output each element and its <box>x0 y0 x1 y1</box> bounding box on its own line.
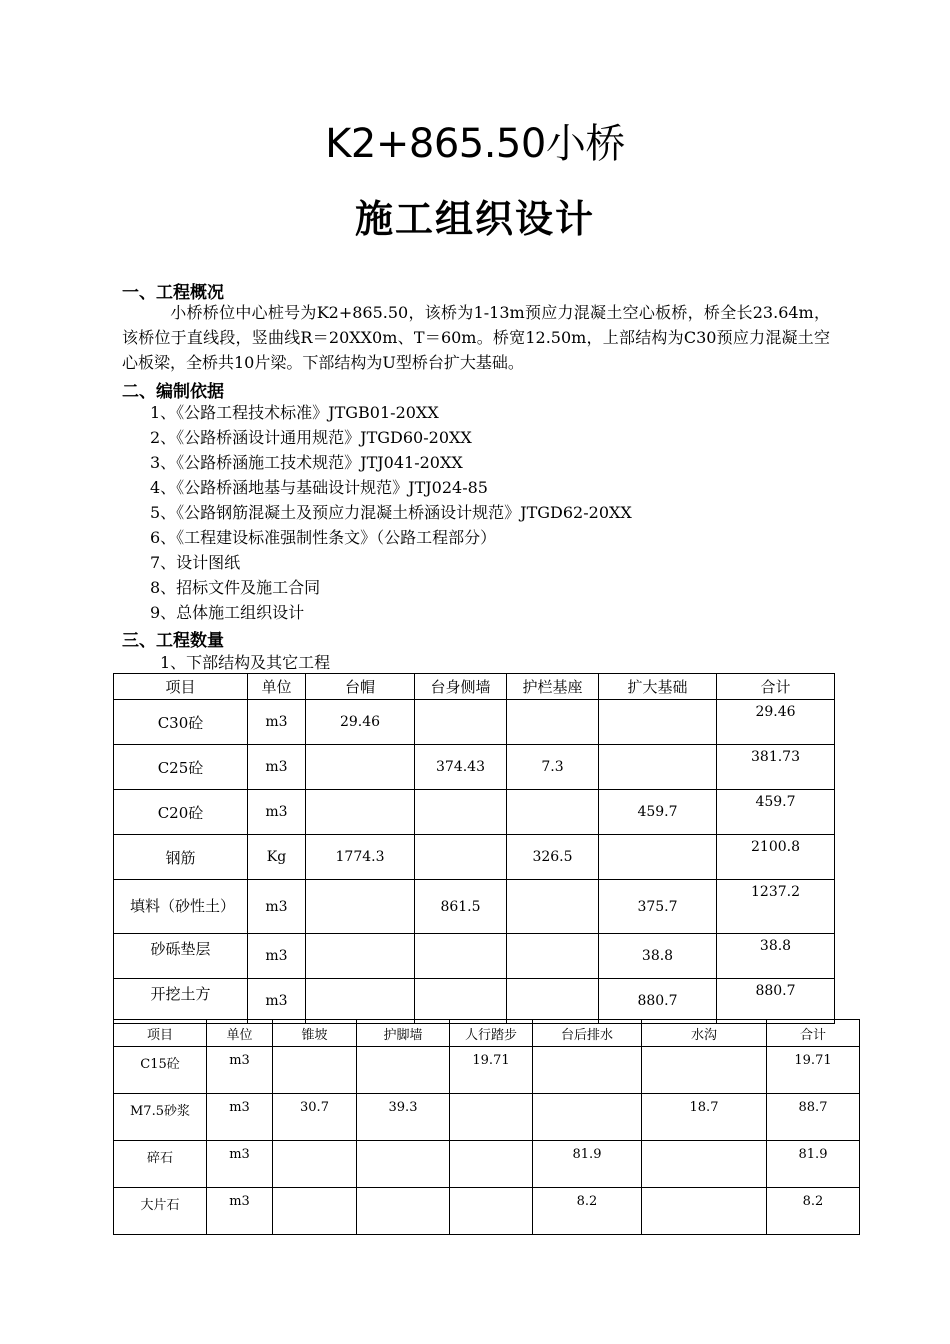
table-cell: 861.5 <box>415 880 507 934</box>
table-row <box>114 745 835 790</box>
table-cell: 29.46 <box>717 700 835 745</box>
table-cell: m3 <box>207 1188 273 1235</box>
table-cell <box>415 979 507 1024</box>
table-cell: m3 <box>248 745 306 790</box>
table-cell <box>642 1047 767 1094</box>
table-cell <box>306 745 415 790</box>
table-header-cell: 项目 <box>114 674 248 700</box>
table-cell: 19.71 <box>767 1047 860 1094</box>
table-cell: 38.8 <box>717 934 835 979</box>
table-cell <box>357 1141 450 1188</box>
table-cell: m3 <box>207 1047 273 1094</box>
section1-paragraph <box>122 300 830 375</box>
table-cell: 880.7 <box>717 979 835 1024</box>
table-cell <box>507 790 599 835</box>
section2-heading: 二、编制依据 <box>122 382 224 402</box>
quantity-table-substructure <box>113 673 835 1024</box>
table-cell <box>306 880 415 934</box>
table-cell: m3 <box>248 700 306 745</box>
section3-heading: 三、工程数量 <box>122 631 224 651</box>
table-header-cell: 护脚墙 <box>357 1020 450 1047</box>
table-cell <box>273 1141 357 1188</box>
table-header-cell: 单位 <box>207 1020 273 1047</box>
table-header-cell: 合计 <box>767 1020 860 1047</box>
list-item: 2、《公路桥涵设计通用规范》JTGD60-20XX <box>150 428 472 447</box>
table-cell <box>306 934 415 979</box>
table-cell <box>599 700 717 745</box>
list-item: 8、招标文件及施工合同 <box>150 578 321 597</box>
table-cell: 18.7 <box>642 1094 767 1141</box>
table-row <box>114 880 835 934</box>
list-item: 3、《公路桥涵施工技术规范》JTJ041-20XX <box>150 453 463 472</box>
table-cell <box>450 1094 533 1141</box>
table-cell: 459.7 <box>717 790 835 835</box>
section1-heading: 一、工程概况 <box>122 283 224 303</box>
table-cell <box>415 790 507 835</box>
section1-text: 小桥桥位中心桩号为K2+865.50，该桥为1-13m预应力混凝土空心板桥，桥全长23.64m，该桥位于直线段，竖曲线R＝20XX0m、T＝60m。桥宽12.50m，上部结构为C30预应力混凝土空心板梁，全桥共10片梁。下部结构为U型桥台扩大基础。 <box>122 303 830 372</box>
table-row <box>114 934 835 979</box>
table-header-cell: 水沟 <box>642 1020 767 1047</box>
table-cell: C25砼 <box>114 745 248 790</box>
table-cell <box>599 835 717 880</box>
table-row <box>114 1188 860 1235</box>
table-cell: 填料（砂性土） <box>114 880 248 934</box>
table-cell <box>273 1188 357 1235</box>
table-cell: m3 <box>207 1141 273 1188</box>
page-title: K2+865.50小桥 <box>325 121 625 167</box>
table-row <box>114 835 835 880</box>
table-cell: 38.8 <box>599 934 717 979</box>
table-cell: C20砼 <box>114 790 248 835</box>
table-cell <box>415 934 507 979</box>
quantity-table-other <box>113 1019 860 1235</box>
table-cell <box>642 1141 767 1188</box>
table-row <box>114 1047 860 1094</box>
table-cell: m3 <box>248 880 306 934</box>
table-cell: 326.5 <box>507 835 599 880</box>
table-cell: Kg <box>248 835 306 880</box>
list-item: 1、《公路工程技术标准》JTGB01-20XX <box>150 403 439 422</box>
table-cell: 81.9 <box>767 1141 860 1188</box>
table-header-cell: 项目 <box>114 1020 207 1047</box>
table-cell: 8.2 <box>533 1188 642 1235</box>
list-item: 5、《公路钢筋混凝土及预应力混凝土桥涵设计规范》JTGD62-20XX <box>150 503 632 522</box>
list-item: 4、《公路桥涵地基与基础设计规范》JTJ024-85 <box>150 478 488 497</box>
list-item: 6、《工程建设标准强制性条文》（公路工程部分） <box>150 528 497 547</box>
table-row <box>114 700 835 745</box>
table-cell: 81.9 <box>533 1141 642 1188</box>
table-header-cell: 单位 <box>248 674 306 700</box>
table-cell: 钢筋 <box>114 835 248 880</box>
table-cell: m3 <box>248 934 306 979</box>
table-cell: m3 <box>248 790 306 835</box>
table-cell: 1237.2 <box>717 880 835 934</box>
table-cell: 381.73 <box>717 745 835 790</box>
table-cell: 30.7 <box>273 1094 357 1141</box>
table-cell: 88.7 <box>767 1094 860 1141</box>
table-cell <box>450 1141 533 1188</box>
table-cell <box>357 1188 450 1235</box>
table-cell: 2100.8 <box>717 835 835 880</box>
table-cell: 大片石 <box>114 1188 207 1235</box>
table-cell: 375.7 <box>599 880 717 934</box>
table-header-cell: 护栏基座 <box>507 674 599 700</box>
table-row <box>114 790 835 835</box>
table-cell <box>507 934 599 979</box>
table-header-cell: 台后排水 <box>533 1020 642 1047</box>
table-cell <box>415 700 507 745</box>
table-header-row <box>114 1020 860 1047</box>
table-header-row <box>114 674 835 700</box>
table-header-cell: 锥坡 <box>273 1020 357 1047</box>
reference-list <box>150 400 632 625</box>
table-header-cell: 人行踏步 <box>450 1020 533 1047</box>
table-cell <box>450 1188 533 1235</box>
table-cell: 880.7 <box>599 979 717 1024</box>
table-cell: M7.5砂浆 <box>114 1094 207 1141</box>
table-cell: 7.3 <box>507 745 599 790</box>
section3-subheading: 1、下部结构及其它工程 <box>160 653 331 672</box>
table-cell: 砂砾垫层 <box>114 934 248 979</box>
table-cell: C15砼 <box>114 1047 207 1094</box>
list-item: 7、设计图纸 <box>150 553 241 572</box>
table-header-cell: 合计 <box>717 674 835 700</box>
table-cell <box>357 1047 450 1094</box>
table-cell: 374.43 <box>415 745 507 790</box>
table-cell: 39.3 <box>357 1094 450 1141</box>
table-row <box>114 1094 860 1141</box>
table-cell: 1774.3 <box>306 835 415 880</box>
table-cell <box>533 1047 642 1094</box>
table-cell: 29.46 <box>306 700 415 745</box>
table-header-cell: 台身侧墙 <box>415 674 507 700</box>
table-cell <box>507 880 599 934</box>
table-cell: 19.71 <box>450 1047 533 1094</box>
table-header-cell: 扩大基础 <box>599 674 717 700</box>
table-cell: m3 <box>248 979 306 1024</box>
table-cell <box>273 1047 357 1094</box>
table-cell <box>507 700 599 745</box>
table-row <box>114 1141 860 1188</box>
table-header-cell: 台帽 <box>306 674 415 700</box>
table-cell: C30砼 <box>114 700 248 745</box>
table-cell <box>533 1094 642 1141</box>
table-cell: 8.2 <box>767 1188 860 1235</box>
table-cell: 开挖土方 <box>114 979 248 1024</box>
table-cell: 459.7 <box>599 790 717 835</box>
table-cell: 碎石 <box>114 1141 207 1188</box>
list-item: 9、总体施工组织设计 <box>150 603 305 622</box>
page-subtitle: 施工组织设计 <box>354 197 595 241</box>
table-cell <box>599 745 717 790</box>
table-cell <box>306 979 415 1024</box>
table-cell <box>642 1188 767 1235</box>
table-cell <box>415 835 507 880</box>
table-row <box>114 979 835 1024</box>
table-cell <box>507 979 599 1024</box>
table-cell <box>306 790 415 835</box>
table-cell: m3 <box>207 1094 273 1141</box>
